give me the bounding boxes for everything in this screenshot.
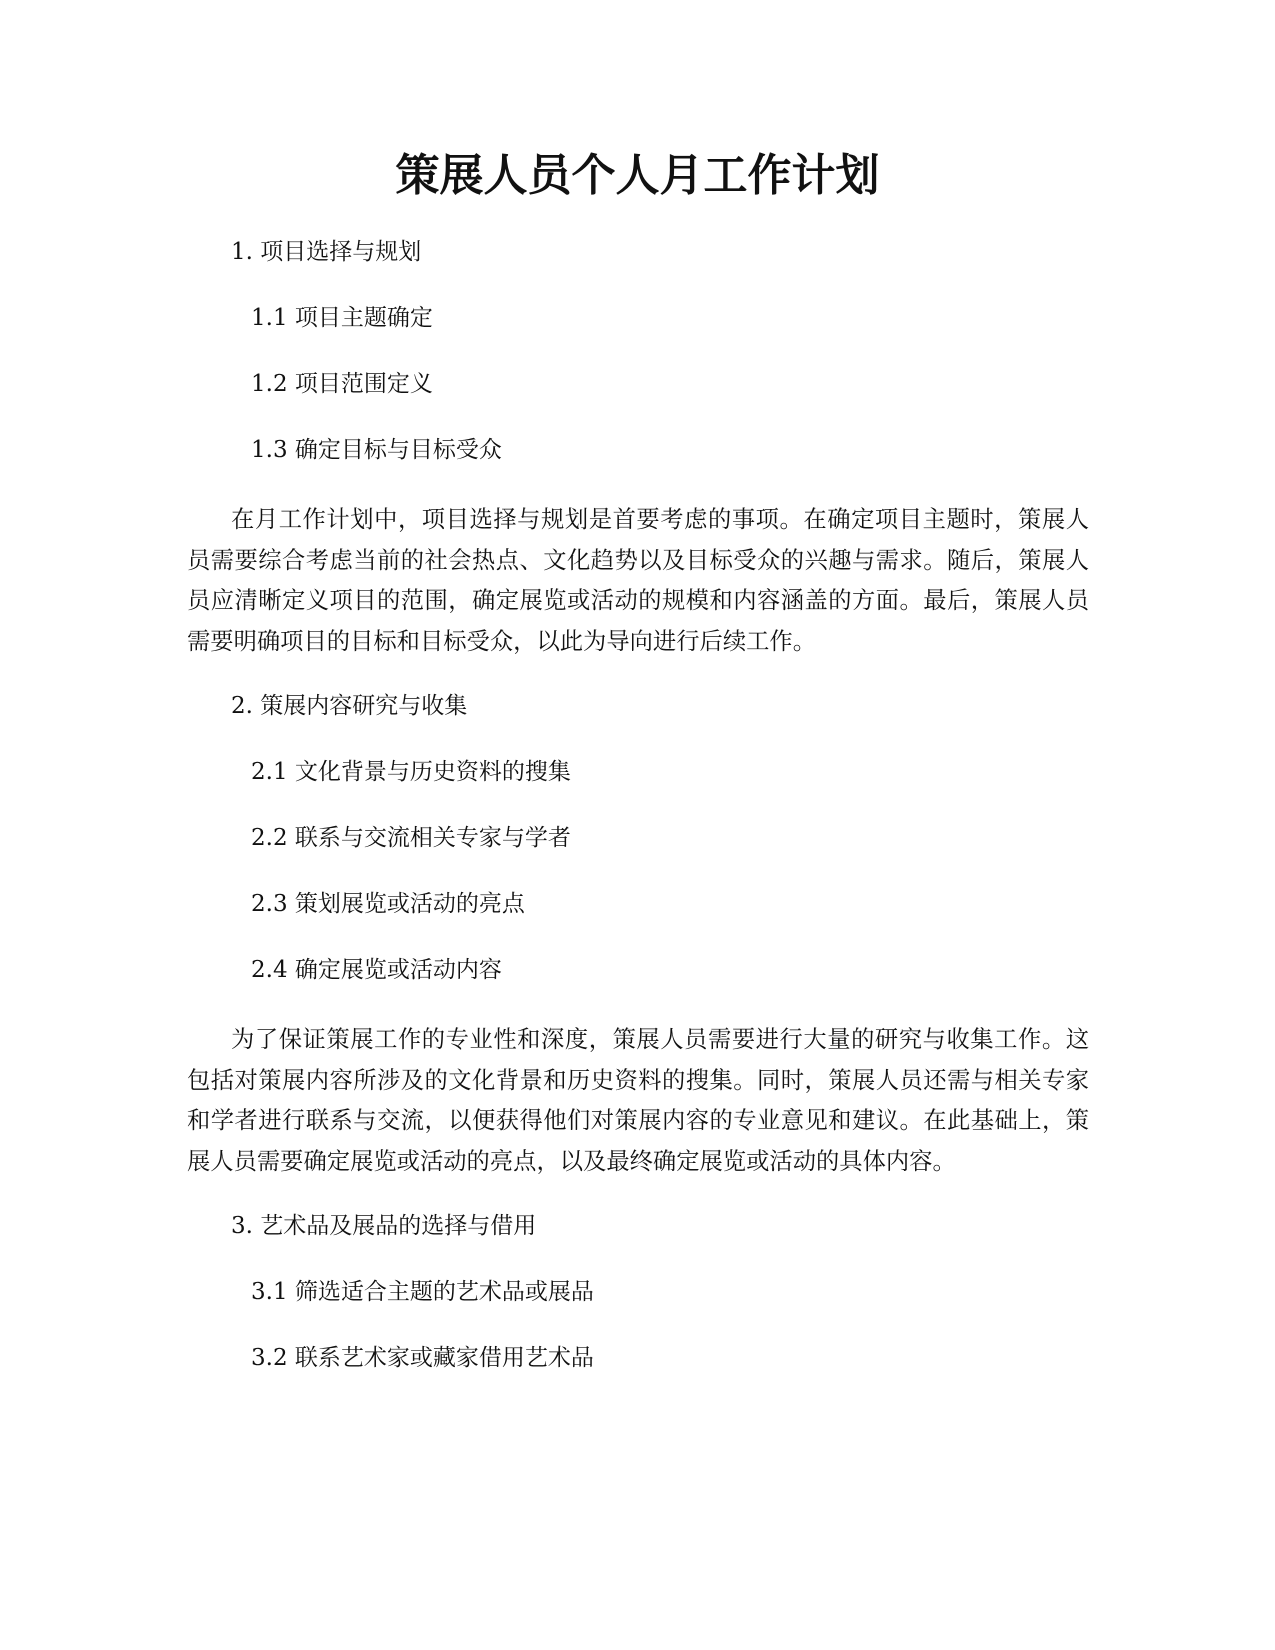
subsection-item: 2.1 文化背景与历史资料的搜集 [251, 759, 571, 785]
subsection-item: 2.2 联系与交流相关专家与学者 [251, 825, 571, 851]
subsection-item: 1.3 确定目标与目标受众 [251, 437, 502, 463]
subsection-item: 3.1 筛选适合主题的艺术品或展品 [251, 1279, 594, 1305]
section-paragraph: 在月工作计划中，项目选择与规划是首要考虑的事项。在确定项目主题时，策展人员需要综合考虑当前的社会热点、文化趋势以及目标受众的兴趣与需求。随后，策展人员应清晰定义项目的范围，确定展览或活动的规模和内容涵盖的方面。最后，策展人员需要明确项目的目标和目标受众，以此为导向进行后续工作。 [187, 506, 1089, 655]
section-paragraph: 为了保证策展工作的专业性和深度，策展人员需要进行大量的研究与收集工作。这包括对策展内容所涉及的文化背景和历史资料的搜集。同时，策展人员还需与相关专家和学者进行联系与交流，以便获得他们对策展内容的专业意见和建议。在此基础上，策展人员需要确定展览或活动的亮点，以及最终确定展览或活动的具体内容。 [187, 1026, 1089, 1175]
subsection-item: 1.1 项目主题确定 [251, 305, 433, 331]
section-heading: 2. 策展内容研究与收集 [231, 693, 468, 719]
subsection-item: 3.2 联系艺术家或藏家借用艺术品 [251, 1345, 594, 1371]
subsection-item: 2.4 确定展览或活动内容 [251, 957, 502, 983]
subsection-item: 2.3 策划展览或活动的亮点 [251, 891, 525, 917]
section-heading: 1. 项目选择与规划 [231, 239, 422, 265]
document-title: 策展人员个人月工作计划 [395, 150, 880, 201]
section-heading: 3. 艺术品及展品的选择与借用 [231, 1213, 537, 1239]
subsection-item: 1.2 项目范围定义 [251, 371, 433, 397]
document-body [187, 236, 1089, 1408]
